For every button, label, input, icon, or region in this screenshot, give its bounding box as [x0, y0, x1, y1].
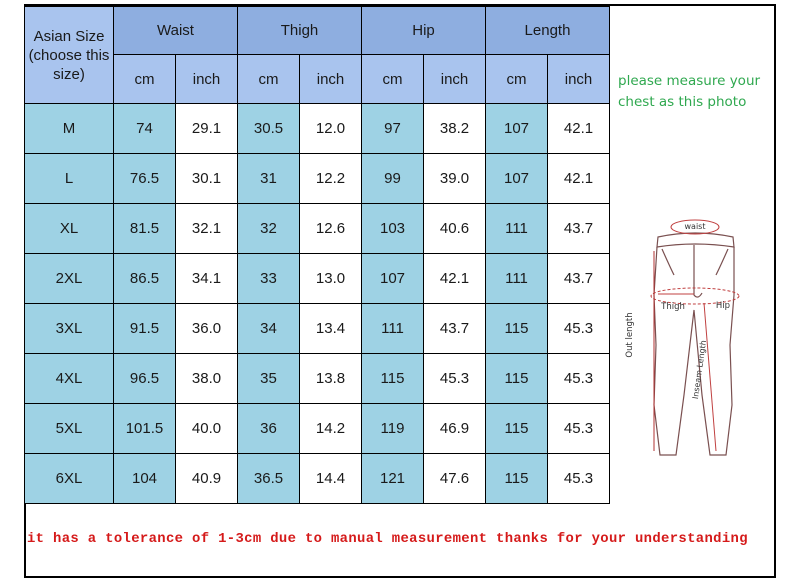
value-cell: 32 — [238, 204, 300, 254]
size-cell: 6XL — [25, 454, 114, 504]
pocket-lines — [662, 249, 728, 275]
value-cell: 36 — [238, 404, 300, 454]
unit-header: inch — [424, 55, 486, 104]
value-cell: 30.1 — [176, 154, 238, 204]
table-row — [25, 454, 610, 504]
value-cell: 13.8 — [300, 354, 362, 404]
value-cell: 31 — [238, 154, 300, 204]
value-cell: 42.1 — [548, 154, 610, 204]
header-thigh: Thigh — [238, 7, 362, 55]
value-cell: 103 — [362, 204, 424, 254]
pants-measurement-diagram — [618, 215, 768, 465]
out-length-label: Out length — [625, 312, 635, 358]
value-cell: 45.3 — [548, 454, 610, 504]
value-cell: 107 — [362, 254, 424, 304]
tolerance-notice: it has a tolerance of 1-3cm due to manual measurement thanks for your understanding — [27, 531, 748, 547]
value-cell: 33 — [238, 254, 300, 304]
value-cell: 42.1 — [548, 104, 610, 154]
value-cell: 45.3 — [424, 354, 486, 404]
value-cell: 74 — [114, 104, 176, 154]
value-cell: 40.0 — [176, 404, 238, 454]
value-cell: 111 — [362, 304, 424, 354]
value-cell: 111 — [486, 204, 548, 254]
header-length: Length — [486, 7, 610, 55]
value-cell: 12.0 — [300, 104, 362, 154]
value-cell: 115 — [362, 354, 424, 404]
size-column-header — [25, 7, 114, 104]
size-cell: XL — [25, 204, 114, 254]
value-cell: 43.7 — [424, 304, 486, 354]
unit-header: cm — [486, 55, 548, 104]
waistband-outline — [657, 233, 734, 247]
value-cell: 81.5 — [114, 204, 176, 254]
value-cell: 97 — [362, 104, 424, 154]
measure-note-line-1: please measure your — [618, 73, 761, 89]
value-cell: 45.3 — [548, 354, 610, 404]
table-body — [25, 104, 610, 504]
unit-header: inch — [176, 55, 238, 104]
value-cell: 45.3 — [548, 304, 610, 354]
header-waist: Waist — [114, 7, 238, 55]
value-cell: 43.7 — [548, 204, 610, 254]
value-cell: 121 — [362, 454, 424, 504]
value-cell: 32.1 — [176, 204, 238, 254]
value-cell: 47.6 — [424, 454, 486, 504]
inseam-line — [704, 303, 716, 451]
value-cell: 29.1 — [176, 104, 238, 154]
table-row — [25, 104, 610, 154]
value-cell: 101.5 — [114, 404, 176, 454]
value-cell: 107 — [486, 154, 548, 204]
value-cell: 14.2 — [300, 404, 362, 454]
value-cell: 42.1 — [424, 254, 486, 304]
value-cell: 46.9 — [424, 404, 486, 454]
table-row — [25, 204, 610, 254]
measure-note-line-2: chest as this photo — [618, 94, 747, 110]
value-cell: 14.4 — [300, 454, 362, 504]
table-row — [25, 354, 610, 404]
value-cell: 115 — [486, 304, 548, 354]
value-cell: 111 — [486, 254, 548, 304]
size-chart-table — [24, 6, 610, 504]
size-cell: 5XL — [25, 404, 114, 454]
hip-label: Hip — [715, 301, 731, 311]
corner-line-3: size) — [53, 65, 85, 83]
value-cell: 34.1 — [176, 254, 238, 304]
value-cell: 104 — [114, 454, 176, 504]
unit-header: inch — [548, 55, 610, 104]
header-hip: Hip — [362, 7, 486, 55]
value-cell: 76.5 — [114, 154, 176, 204]
value-cell: 13.0 — [300, 254, 362, 304]
value-cell: 86.5 — [114, 254, 176, 304]
size-cell: 3XL — [25, 304, 114, 354]
value-cell: 38.0 — [176, 354, 238, 404]
unit-header: cm — [114, 55, 176, 104]
unit-header: cm — [238, 55, 300, 104]
table-header — [25, 7, 610, 104]
waist-label: waist — [684, 222, 706, 231]
fly-line — [694, 245, 702, 297]
size-cell: M — [25, 104, 114, 154]
value-cell: 35 — [238, 354, 300, 404]
inseam-length-label: Inseam Length — [690, 339, 709, 400]
value-cell: 115 — [486, 354, 548, 404]
unit-header: inch — [300, 55, 362, 104]
table-row — [25, 304, 610, 354]
value-cell: 30.5 — [238, 104, 300, 154]
table-row — [25, 154, 610, 204]
corner-line-2: (choose this — [28, 46, 110, 64]
value-cell: 119 — [362, 404, 424, 454]
value-cell: 40.9 — [176, 454, 238, 504]
value-cell: 91.5 — [114, 304, 176, 354]
value-cell: 39.0 — [424, 154, 486, 204]
value-cell: 40.6 — [424, 204, 486, 254]
size-cell: 4XL — [25, 354, 114, 404]
value-cell: 115 — [486, 454, 548, 504]
table-row — [25, 254, 610, 304]
value-cell: 34 — [238, 304, 300, 354]
corner-line-1: Asian Size — [33, 27, 105, 45]
measure-note — [618, 71, 778, 113]
size-cell: 2XL — [25, 254, 114, 304]
unit-header: cm — [362, 55, 424, 104]
value-cell: 96.5 — [114, 354, 176, 404]
value-cell: 13.4 — [300, 304, 362, 354]
size-cell: L — [25, 154, 114, 204]
value-cell: 107 — [486, 104, 548, 154]
value-cell: 99 — [362, 154, 424, 204]
thigh-label: Thigh — [661, 302, 685, 312]
value-cell: 12.6 — [300, 204, 362, 254]
value-cell: 36.0 — [176, 304, 238, 354]
value-cell: 36.5 — [238, 454, 300, 504]
value-cell: 12.2 — [300, 154, 362, 204]
value-cell: 43.7 — [548, 254, 610, 304]
table-row — [25, 404, 610, 454]
value-cell: 38.2 — [424, 104, 486, 154]
value-cell: 45.3 — [548, 404, 610, 454]
value-cell: 115 — [486, 404, 548, 454]
